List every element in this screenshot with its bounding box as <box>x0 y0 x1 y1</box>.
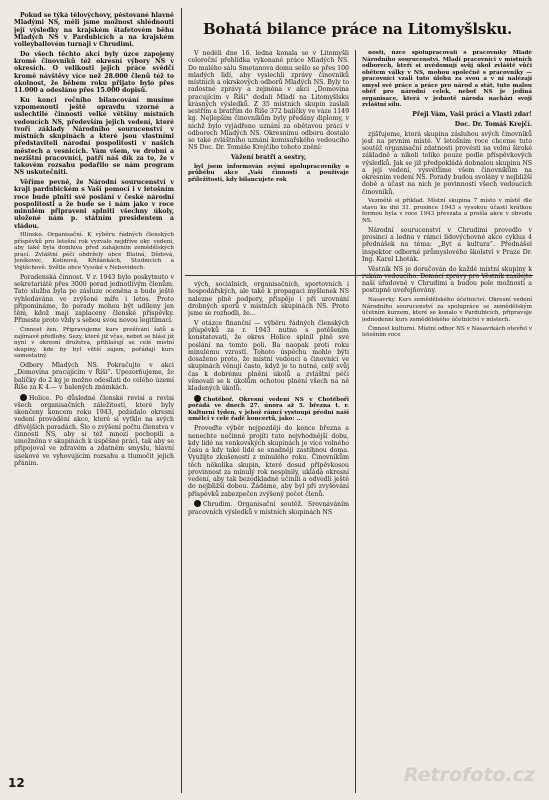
paragraph-text: Chotěboř. Okresní vedení NS v Chotěboři pořádá ve dnech 27. února až 5. března t. r. Kulturní týden, v jehož rámci vystoupí přední naši umělci v celé řadě koncertů, jako: ... <box>188 396 349 423</box>
paragraph: Nasavrky. Kurs zemědělského účetnictví. Okresní vedení Národního sourucenství za spolupráce se zemědělským účetním kurzem, které se konalo v Pardubicích, připravuje jednodenní kurs zemědělského účetnictví v místech. <box>362 297 532 323</box>
bullet-icon <box>194 395 201 402</box>
paragraph: Do všech těchto akcí byly úzce zapojeny kromě činovníků též okresní výbory NS v okresích. O velikosti jejich práce svědčí kromě návštěvy více než 28.000 členů též to okolnost, že během roku přijato bylo přes 11.000 a odesláno přes 15.000 dopisů. <box>14 50 174 94</box>
paragraph: byl jsem informován svými spolupracovníky o průběhu akce „Vaší činnosti a používaje příležitosti, kdy bilancujete rok <box>188 163 349 183</box>
paragraph: vých, sociálních, organisačních, sportovních i hospodářských, ale také k propagaci myšlenek NS nalezne plně podpory, přispěje i při urovnání drobných sporů v místních skupinách NS. Proto jsme se rozhodli, že... <box>188 281 349 317</box>
right-column <box>362 50 532 790</box>
paragraph: Poradenská činnost. V r. 1943 bylo poskytnuto v sekretariátě přes 3000 porad jednotlivým členům. Tato služba byla po zásluze oceněna a bude ještě vyhledávána ve zvýšené míře i letos. Proto připomínáme, že porady mohou být udíleny jen těm, kdož mají zaplaceny členské příspěvky. Přineste proto vždy s sebou svou novou legitimaci. <box>14 273 174 325</box>
paragraph: Vezmětě si příklad. Místní skupina 7 místo v místě dle stavu ke dni 31. prosince 1943 s vysokou účastí krátkou formou byla v roce 1943 převzata a prošlá akce v obvodu NS. <box>362 198 532 224</box>
paragraph: Věříme pevně, že Národní sourucenství v kraji pardubickém s Vaší pomocí i v letošním roce bude plniti své poslání v české národní pospolitosti a že bude se i nám jako v roce minulém připraveni splniti všechny úkoly, uložené nám p. státním presidentem a vládou. <box>14 179 174 230</box>
watermark: Retrofoto.cz <box>403 764 535 786</box>
paragraph-text: Holice. Po důsledné členské revisi a revisi všech organisačních záležitostí, které byly skončeny koncem roku 1943, požádalo okresní vedení provádění akce, které si vytklo na svých dřívějších poradách. Šlo o zvýšení počtu členstva v činnosti NS, aby si též mnozí pochopili a umožněna v skupinách k úspěšné práci, tak aby se připojoval ve zdravém a zdatném smyslu, hlavní úsekové ve vyhovujícím rozsahu a tlumočit jejich přáním. <box>14 394 174 467</box>
paragraph: Činnost žen. Připravujeme kurs prošívání šatů a zajímavé předlohy. Sezy, které již včas, nebot se hlásí již nyní v okresní družstva, přihlašují se celé místní skupiny, kde by byl větší zájem, pořádají kurs samostatný. <box>14 327 174 359</box>
column-rule-1 <box>181 8 182 793</box>
paragraph: V neděli dne 16. ledna konala se v Litomyšli celoroční přehlídka vykonané práce Mladých NS. Do malého sálu Smetanova domu sešlo se přes 100 mladých lidí, aby vyslechli zprávy činovníků místních a okrskových odborů Mladých NS. Byly to radostné zprávy a zejména v akci „Domovina pracujícím v Říši“ dodali Mladí na Litomyšlsku krásných výsledků. Z 35 místních skupin zaslali sestřím a bratřím do Říše 372 balíčky ve váze 1149 kg. Nejlepším činovníkům byly předány diplomy, v nichž bylo vyjádřeno uznání za obětavou práci v odborech Mladých NS. Okresnímu odboru dostalo se také zvláštního uznání komisařského vedoucího NS Doc. Dr. Tomáše Krejčího tohoto znění: <box>188 50 349 152</box>
bullet-icon <box>194 500 201 507</box>
paragraph: Činnost kulturní. Místní odbor NS v Nasavrkách otevřel v letošním roce <box>362 325 532 338</box>
salutation: Vážení bratři a sestry, <box>230 154 307 161</box>
paragraph <box>14 394 174 468</box>
paragraph: nosti, úzce spolupracovali s pracovníky Mladé Národního sourucenství. Mladí pracovníci v místních odborech, kteří si uvědomují svůj úkol zvláště vůči obětem války v NS, mohou společně s pracovníky — pracovníci vzali tuto úlohu za svou a v ní nalézají smysl své práce a práce pro národ a stát, tuto malou oběť pro národní celek, neboť NS je jediná organisace, která v jednotě národa nachází svoji zvláštní sílu. <box>362 50 532 108</box>
bullet-icon <box>20 394 27 401</box>
paragraph: Věstník NS je doručován do každé místní skupiny k rukám vedoucího. Domácí zprávy pro Věstník zasílejte naší úřadovně v Chrudimi a budou pole možnosti a postupně uveřejňovány. <box>362 265 532 295</box>
paragraph: Pokud se týká tělovýchovy, pěstované hlavně Mladými NS, měli jsme možnost shlédnouti její výsledky na krajském štafetovém běhu Mladých NS v Pardubicích a na krajském volleyballovém turnaji v Chrudimi. <box>14 12 174 48</box>
middle-column-bottom <box>188 281 349 791</box>
paragraph: Národní sourucenství v Chrudimi provedlo v prosinci a lednu v rámci lidovýchovné akce cyklus 4 přednášek na téma: „Byt a kultura“. Přednášel inspektor odborné průmyslového školství v Praze Dr. Ing. Karel Lhoták. <box>362 226 532 263</box>
paragraph <box>188 395 349 423</box>
signature-name: Doc. Dr. Tomáš Krejčí. <box>454 120 532 128</box>
paragraph: V otázce finanční — výběru řádných členských příspěvků za r. 1943 nutno s potěšením konstatovati, že okres Holice splnil plně své poslání na tomto poli. Ba naopak proti roku minulému vzrostl. Tohoto úspěchu mohlo býti dosaženo proto, že místní vedoucí a činovníci ve skupinách věnují často, když je to nutné, celý svůj čas k dobrému plnění úkolů a zvláštní péči věnovali se k úkolům ochotou plnění všech na ně kladených úkolů. <box>188 319 349 392</box>
article-headline: Bohatá bilance práce na Litomyšlsku. <box>202 20 513 38</box>
left-column <box>14 12 174 772</box>
page-number: 12 <box>8 776 25 790</box>
middle-column-top <box>188 50 349 272</box>
paragraph: Hlinsko. Organisační. K výběru řádných členských příspěvků pro letošní rok vyzvalo nejdříve okr. vedení, aby také byla domluva před zahájením zemědělských prací. Zvláštní péči obdržely obce Blatná, Dědová, Jeníkovec, Kolínová, Křižánkách, Studnicích a Vojtěchově. Světle obce Vysoké v Nebovidech. <box>14 232 174 271</box>
column-rule-2 <box>355 50 356 793</box>
paragraph: Proveďte výběr nejpozději do konce března a nenechte nečinně projíti tuto nejvhodnější dobu, kdy lidé na venkovských skupinách je více volného času a kdy také lidé se snadněji zastihnou doma. Využijte zkušeností z minulého roku. Činovníkům těch několika skupin, které dosud přípěvkosou provinnost za minulý rok nesplnily, ukládá okresní vedení, aby tak bezodkladně učinili a odvedli ještě do nejbližší dobou. Žádáme, aby byl při zvyšování příspěvků zabezpečen zvýšený počet členů. <box>188 425 349 498</box>
paragraph-text: Chrudim. Organisační soutěž. Srovnáváním pracovních výsledků v místních skupinách NS <box>188 501 349 516</box>
paragraph: Odbory Mladých NS. Pokračujte v akci „Domovina pracujícím v Říši“. Upozorňujeme, že balíčky do 2 kg je možno odesílati do celého území Říše za K 4.— v balených známkách. <box>14 362 174 391</box>
paragraph: zjišťujeme, která skupina zásluhou svých činovníků jest na prvním místě. V letošním roce chceme tuto soutěž organisační zdatnosti provésti na velmi široké základně a nikoli toliko pouze podle příspěvkových výsledků. Jak se již předpokládá dobnalou skupinu NS a její vedení, vysvětlíme všem činovníkům na okresním vedení NS. Porady budou svolány v nejbližší době a účast na nich je povinností všech vedoucích činovníků. <box>362 130 532 196</box>
paragraph: Ku konci ročního bilancování musíme vzpomenouti ještě opravdu vzorné a uslechtilé činnosti velké většiny místních vedoucích NS, především jejich vedení, které tvoří základy Národního sourucenství v místních skupinách a které jsou vlastními představiteli národní pospolitosti v našich městech a vesnicích. Vám všem, ve drobní a nezištní pracovníci, patří náš dík za to, že v takovém rozsahu podařilo se nám program NS uskutečniti. <box>14 96 174 177</box>
paragraph <box>188 500 349 516</box>
closing-wish: Přeji Vám, Vaši práci a Vlasti zdar! <box>412 111 532 118</box>
